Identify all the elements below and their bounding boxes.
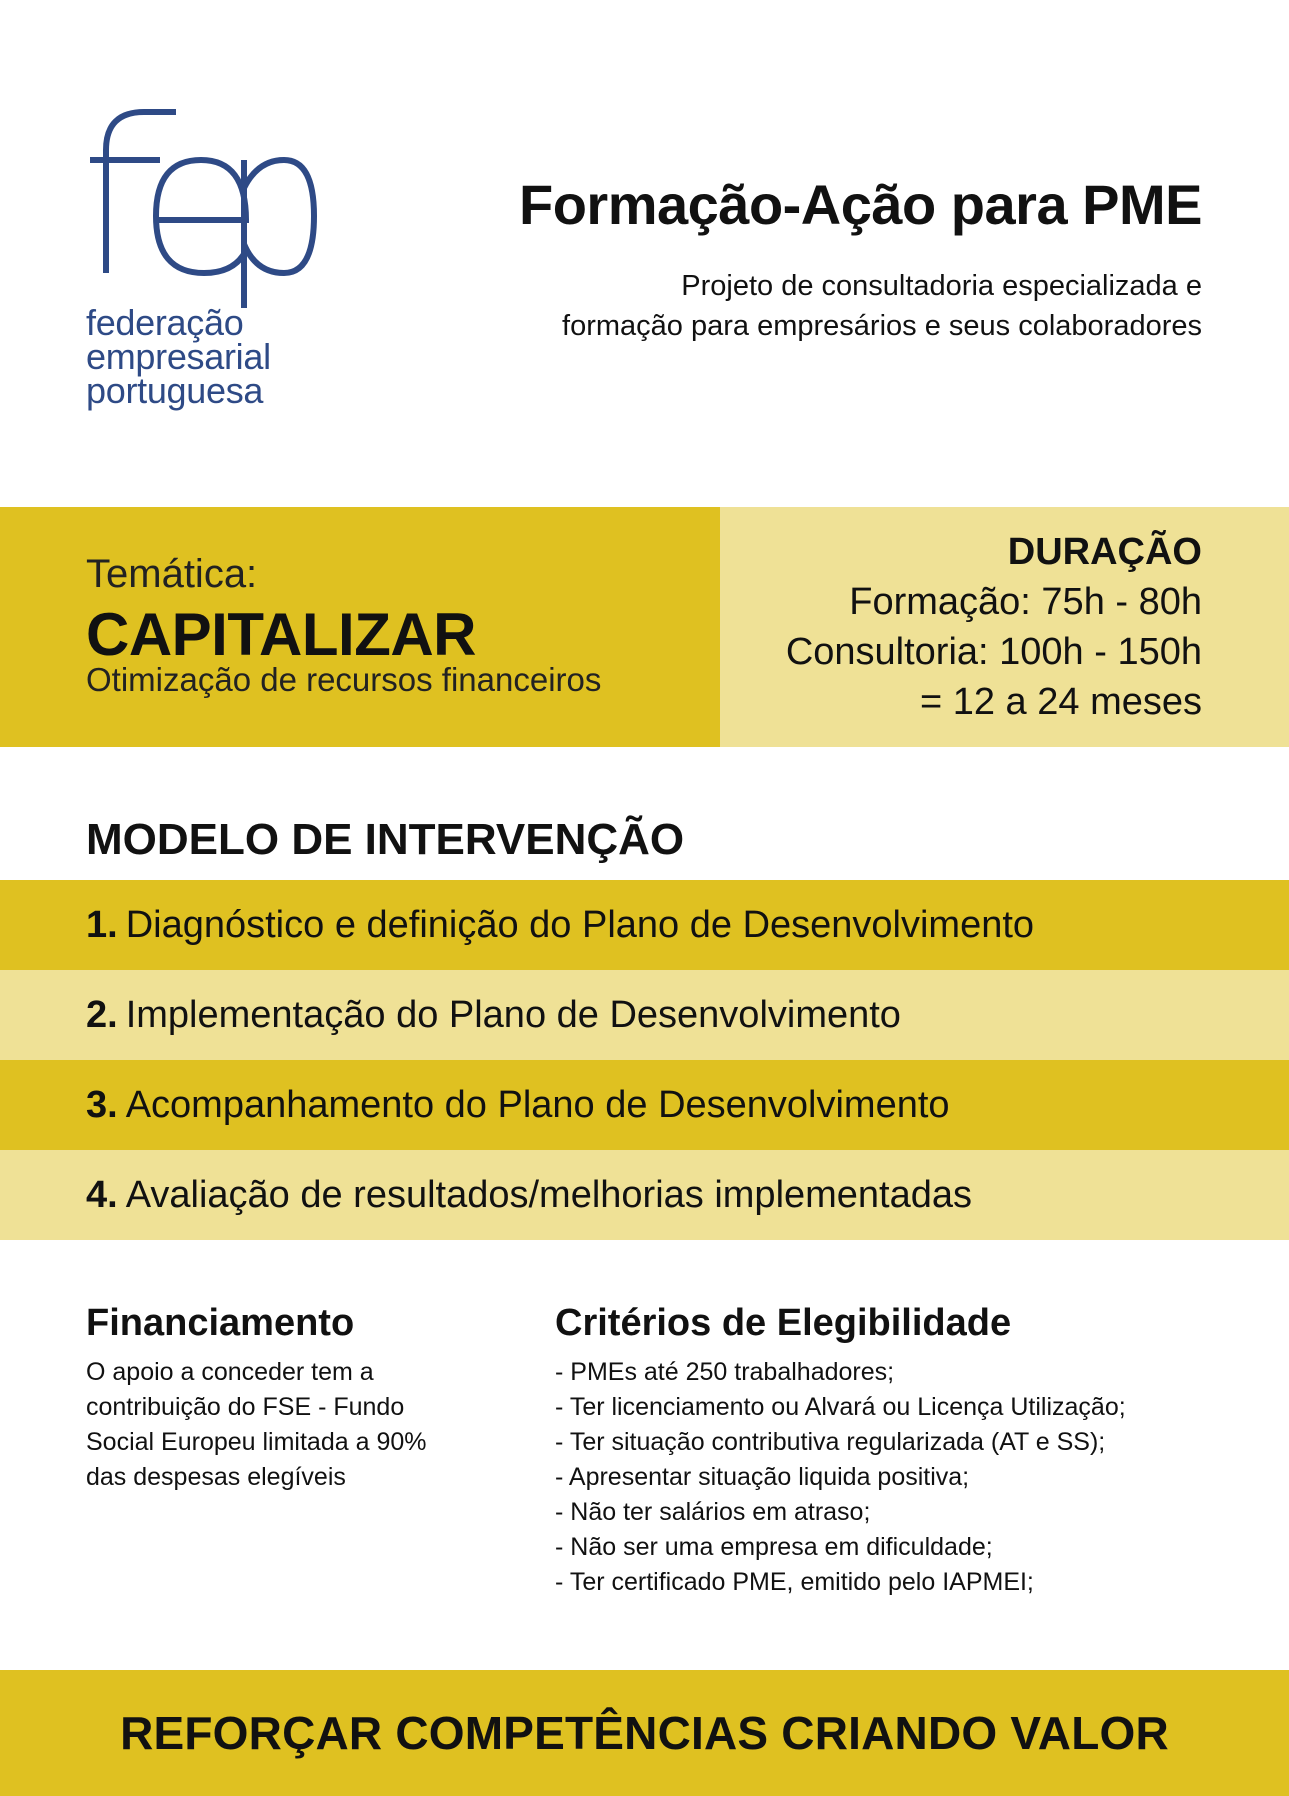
- eligibility-item: - PMEs até 250 trabalhadores;: [555, 1358, 895, 1386]
- duration-total: = 12 a 24 meses: [919, 681, 1202, 723]
- fep-logo: [86, 108, 326, 411]
- financing-line: Social Europeu limitada a 90%: [86, 1428, 427, 1456]
- eligibility-item: - Não ser uma empresa em dificuldade;: [555, 1533, 993, 1561]
- model-step-2: [0, 970, 1289, 1060]
- financing-section: [86, 1302, 506, 1495]
- duration-training: Formação: 75h - 80h: [849, 581, 1202, 623]
- subtitle-line-2: formação para empresários e seus colaboradores: [562, 310, 1202, 342]
- model-step-3: [0, 1060, 1289, 1150]
- step-number: 1.: [86, 903, 118, 946]
- page-subtitle: [562, 266, 1202, 346]
- financing-title: Financiamento: [86, 1302, 355, 1344]
- step-text: Diagnóstico e definição do Plano de Desenvolvimento: [125, 903, 1035, 946]
- theme-label: Temática:: [86, 552, 258, 596]
- step-text: Avaliação de resultados/melhorias implementadas: [125, 1173, 973, 1216]
- eligibility-item: - Ter situação contributiva regularizada (AT e SS);: [555, 1428, 1106, 1456]
- eligibility-section: [555, 1302, 1235, 1600]
- duration-consulting: Consultoria: 100h - 150h: [785, 631, 1202, 673]
- step-text: Acompanhamento do Plano de Desenvolvimento: [125, 1083, 950, 1126]
- logo-text-line-3: portuguesa: [86, 370, 264, 411]
- eligibility-item: - Apresentar situação liquida positiva;: [555, 1463, 970, 1491]
- financing-line: contribuição do FSE - Fundo: [86, 1393, 405, 1421]
- step-text: Implementação do Plano de Desenvolvimento: [125, 993, 901, 1036]
- financing-line: O apoio a conceder tem a: [86, 1358, 374, 1386]
- model-step-1: [0, 880, 1289, 970]
- model-steps: [0, 880, 1289, 1240]
- fep-logo-mark: [86, 108, 326, 308]
- logo-text-line-1: federação: [86, 302, 244, 343]
- step-number: 3.: [86, 1083, 118, 1126]
- model-title: MODELO DE INTERVENÇÃO: [86, 815, 685, 864]
- duration-title: DURAÇÃO: [1007, 531, 1202, 573]
- theme-description: Otimização de recursos financeiros: [86, 661, 602, 698]
- eligibility-item: - Ter certificado PME, emitido pelo IAPMEI;: [555, 1568, 1034, 1596]
- footer-slogan: REFORÇAR COMPETÊNCIAS CRIANDO VALOR: [120, 1707, 1169, 1759]
- eligibility-item: - Não ter salários em atraso;: [555, 1498, 871, 1526]
- model-step-4: [0, 1150, 1289, 1240]
- footer-banner: [0, 1670, 1289, 1796]
- step-number: 2.: [86, 993, 118, 1036]
- eligibility-item: - Ter licenciamento ou Alvará ou Licença Utilização;: [555, 1393, 1126, 1421]
- theme-name: CAPITALIZAR: [86, 601, 477, 668]
- step-number: 4.: [86, 1173, 118, 1216]
- duration-info: [786, 527, 1202, 727]
- subtitle-line-1: Projeto de consultadoria especializada e: [681, 270, 1202, 302]
- logo-text-line-2: empresarial: [86, 336, 271, 377]
- page-title: Formação-Ação para PME: [519, 173, 1202, 236]
- financing-line: das despesas elegíveis: [86, 1463, 346, 1491]
- eligibility-title: Critérios de Elegibilidade: [555, 1302, 1012, 1344]
